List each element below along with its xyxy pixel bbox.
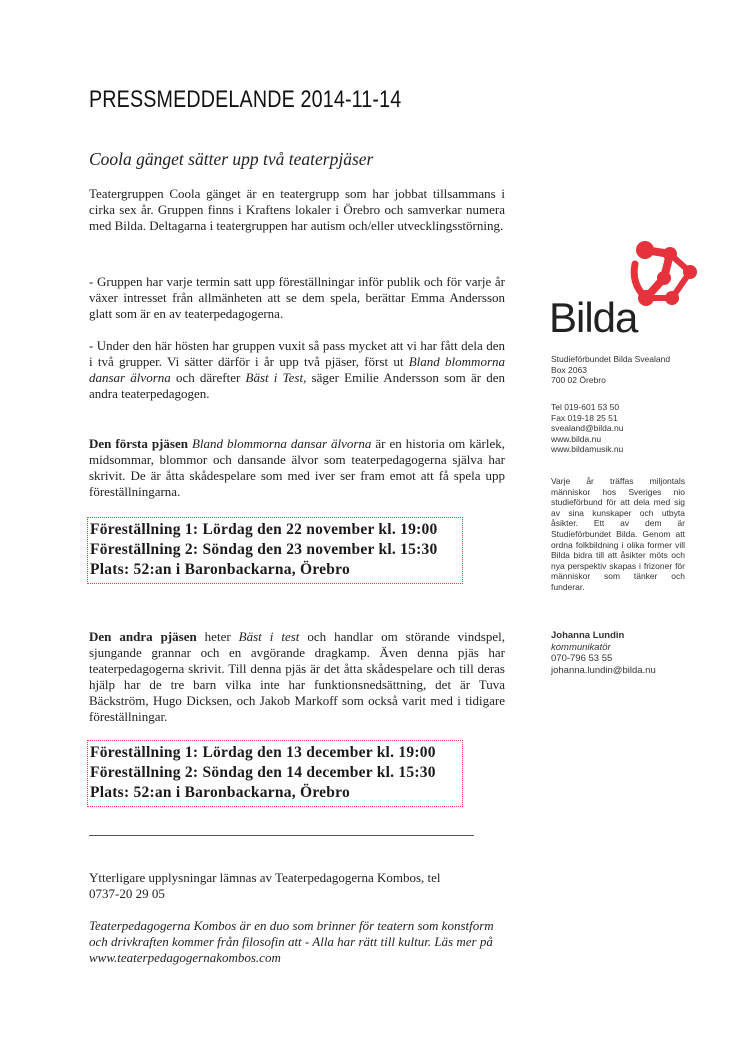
play2-place: Plats: 52:an i Baronbackarna, Örebro: [90, 784, 351, 801]
sidebar-contact-info: Tel 019-601 53 50 Fax 019-18 25 51 svealand@bilda.nu www.bilda.nu www.bildamusik.nu: [551, 402, 721, 455]
contact-name: Johanna Lundin: [551, 630, 625, 641]
divider: [89, 835, 474, 836]
subtitle: Coola gänget sätter upp två teaterpjäser: [89, 149, 374, 169]
contact-phone: 070-796 53 55: [551, 653, 613, 664]
bilda-logo-mark: [634, 241, 697, 306]
play1-schedule-box: [87, 517, 463, 584]
play1-show1: Föreställning 1: Lördag den 22 november kl. 19:00: [90, 521, 438, 538]
quote-paragraph-2: - Under den här hösten har gruppen vuxit så pass mycket att vi har fått dela den i två grupper. Vi sätter därför i år upp två pjäser, först ut Bland blommorna dansar älvorna och därefter Bäst i Test, säger Emilie Andersson som är den andra teaterpedagogen.: [89, 338, 506, 401]
play1-place: Plats: 52:an i Baronbackarna, Örebro: [90, 561, 351, 578]
play2-paragraph: Den andra pjäsen heter Bäst i test och handlar om störande vindspel, sjungande grannar och en avgörande dragkamp. Även denna pjäs har teaterpedagogerna skrivit. Till denna pjäs är det åtta skådespelare och till deras hjälp har de tre barn vilka inte har funktionsnedsättning, det är Tuva Bäckström, Hugo Dicksen, och Jakob Markoff som också varit med i tidigare föreställningar.: [89, 629, 505, 724]
sidebar-web-link[interactable]: www.bilda.nu: [551, 433, 602, 444]
play1-paragraph: Den första pjäsen Bland blommorna dansar älvorna är en historia om kärlek, midsommar, blommor och dansande älvor som teaterpedagogerna själva har skrivit. De är åtta skådespelare som med iver ser fram emot att få spela upp föreställningarna.: [89, 436, 505, 499]
contact-role: kommunikatör: [551, 641, 611, 653]
play-title-2: Bäst i Test: [245, 370, 304, 385]
page-title: PRESSMEDDELANDE 2014-11-14: [89, 86, 402, 113]
sidebar-email-link[interactable]: svealand@bilda.nu: [551, 423, 624, 434]
about-kombos: Teaterpedagogerna Kombos är en duo som brinner för teatern som konstform och drivkraften kommer från filosofin att - Alla har rätt till kultur. Läs mer på www.teaterpedagogernakombos.com: [89, 918, 494, 965]
contact-email[interactable]: johanna.lundin@bilda.nu: [551, 664, 656, 676]
more-info: Ytterligare upplysningar lämnas av Teaterpedagogerna Kombos, tel 0737-20 29 05: [89, 870, 441, 901]
sidebar-address: Studieförbundet Bilda Svealand Box 2063 700 02 Örebro: [551, 354, 671, 386]
play2-show1: Föreställning 1: Lördag den 13 december kl. 19:00: [90, 744, 436, 761]
intro-paragraph: Teatergruppen Coola gänget är en teatergrupp som har jobbat tillsammans i cirka sex år. Gruppen finns i Kraftens lokaler i Örebro och samverkar numera med Bilda. Deltagarna i teatergruppen har autism och/eller utvecklingsstörning.: [89, 186, 505, 233]
play2-schedule-box: [87, 740, 463, 807]
bilda-logo-text: Bilda: [549, 294, 638, 340]
play-title-1: Bland blommorna dansar älvorna: [89, 354, 506, 385]
play2-show2: Föreställning 2: Söndag den 14 december kl. 15:30: [90, 764, 436, 781]
press-contact: [551, 630, 721, 676]
quote-paragraph-1: - Gruppen har varje termin satt upp föreställningar inför publik och för varje år växer intresset från allmänheten att se dem spela, berättar Emma Andersson glatt som är en av teaterpedagogerna.: [89, 274, 505, 321]
sidebar-music-link[interactable]: www.bildamusik.nu: [551, 444, 624, 455]
play1-show2: Föreställning 2: Söndag den 23 november kl. 15:30: [90, 541, 438, 558]
sidebar-about: Varje år träffas miljontals människor hos Sveriges nio studieförbund för att dela med sig av sina kunskaper och utbyta åsikter. Ett av dem är Studieförbundet Bilda. Genom att ordna folkbildning i olika former vill Bilda bidra till att åsikter möts och nya perspektiv skapas i frizoner för människor som tänker och funderar.: [551, 476, 685, 592]
bilda-logo: [549, 236, 699, 340]
